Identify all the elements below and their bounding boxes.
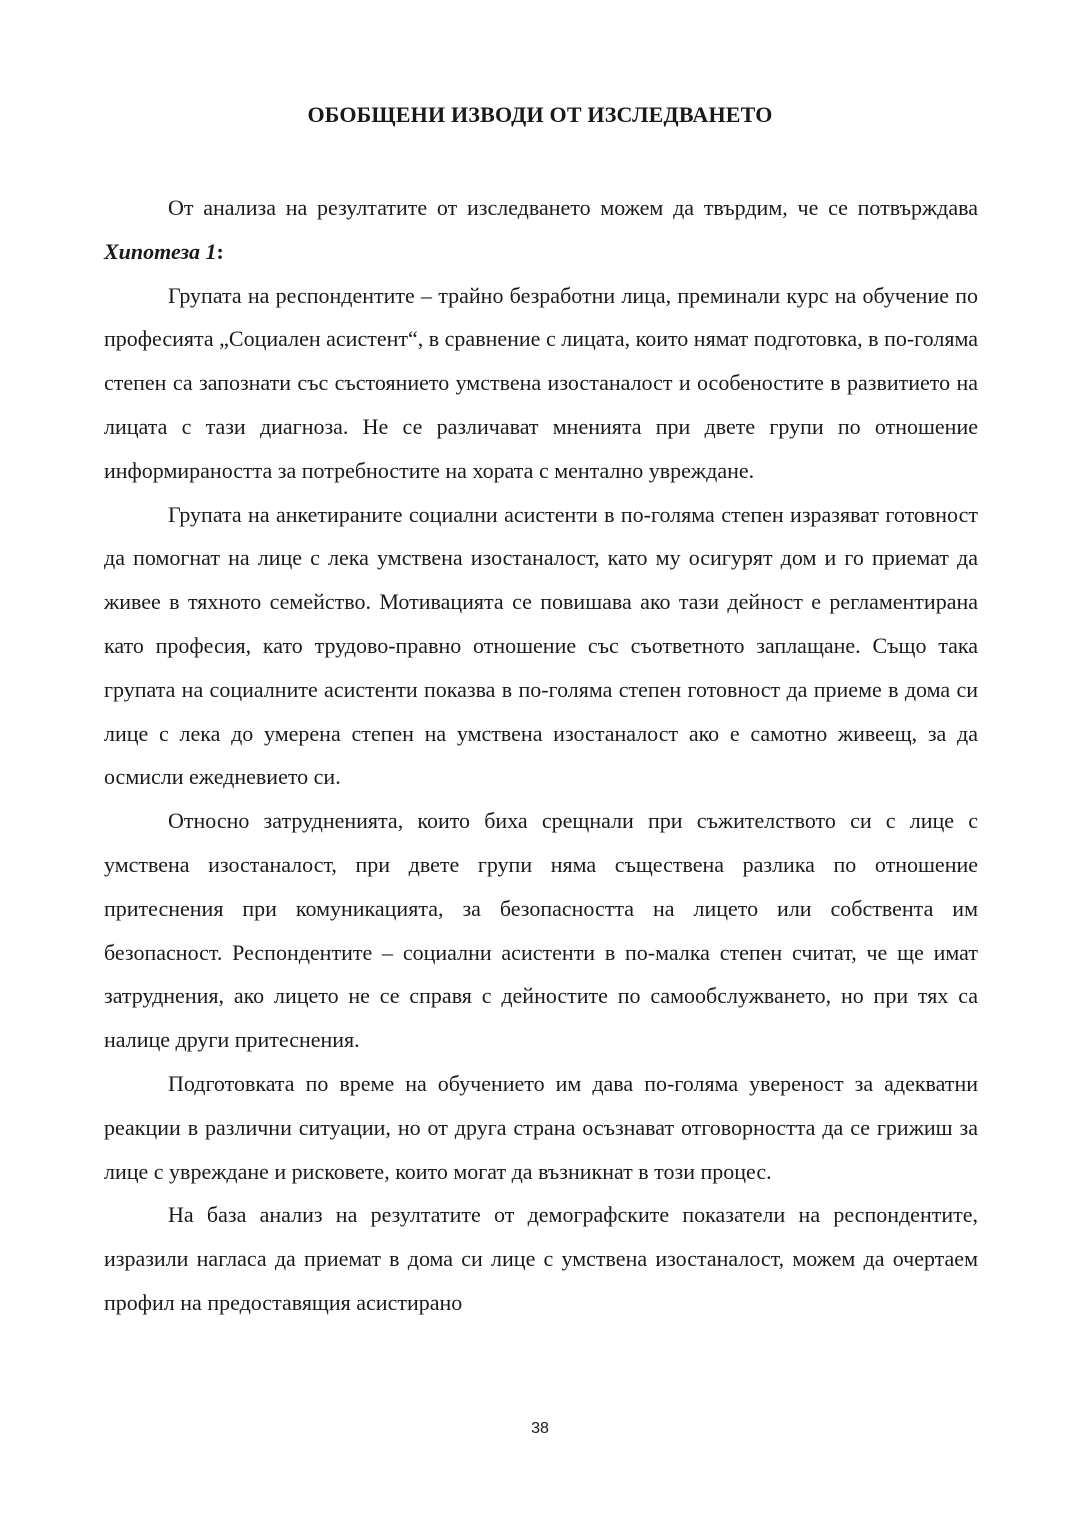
hypothesis-label: Хипотеза 1: [104, 238, 217, 264]
paragraph-4: Относно затрудненията, които биха срещнали при съжителството си с лице с умствена изостаналост, при двете групи няма съществена разлика по отношение притеснения при комуникацията, за безопасността на лицето или собствента им безопасност. Респондентите – социални асистенти в по-малка степен считат, че ще имат затруднения, ако лицето не се справя с дейностите по самообслужването, но при тях са налице други притеснения.: [104, 808, 978, 1053]
hypothesis-colon: :: [216, 238, 224, 264]
paragraph-1: [104, 186, 978, 274]
paragraph-3: Групата на анкетираните социални асистенти в по-голяма степен изразяват готовност да помогнат на лице с лека умствена изостаналост, като му осигурят дом и го приемат да живее в тяхното семейство. Мотивацията се повишава ако тази дейност е регламентирана като професия, като трудово-правно отношение със съответното заплащане. Също така групата на социалните асистенти показва в по-голяма степен готовност да приеме в дома си лице с лека до умерена степен на умствена изостаналост ако е самотно живеещ, за да осмисли ежедневието си.: [104, 501, 978, 790]
body-text: [104, 186, 978, 1325]
paragraph-1-text: От анализа на резултатите от изследването можем да твърдим, че се потвърждава: [168, 195, 978, 220]
paragraph-5: Подготовката по време на обучението им дава по-голяма увереност за адекватни реакции в различни ситуации, но от друга страна осъзнават отговорността да се грижиш за лице с увреждане и рисковете, които могат да възникнат в този процес.: [104, 1070, 978, 1184]
paragraph-2: Групата на респондентите – трайно безработни лица, преминали курс на обучение по професията „Социален асистент“, в сравнение с лицата, които нямат подготовка, в по-голяма степен са запознати със състоянието умствена изостаналост и особеностите в развитието на лицата с тази диагноза. Не се различават мненията при двете групи по отношение информираността за потребностите на хората с ментално увреждане.: [104, 282, 978, 483]
page-number: 38: [531, 1420, 549, 1437]
paragraph-6: На база анализ на резултатите от демографските показатели на респондентите, изразили нагласа да приемат в дома си лице с умствена изостаналост, можем да очертаем профил на предоставящия асистирано: [104, 1202, 978, 1315]
page-title: ОБОБЩЕНИ ИЗВОДИ ОТ ИЗСЛЕДВАНЕТО: [307, 102, 773, 127]
